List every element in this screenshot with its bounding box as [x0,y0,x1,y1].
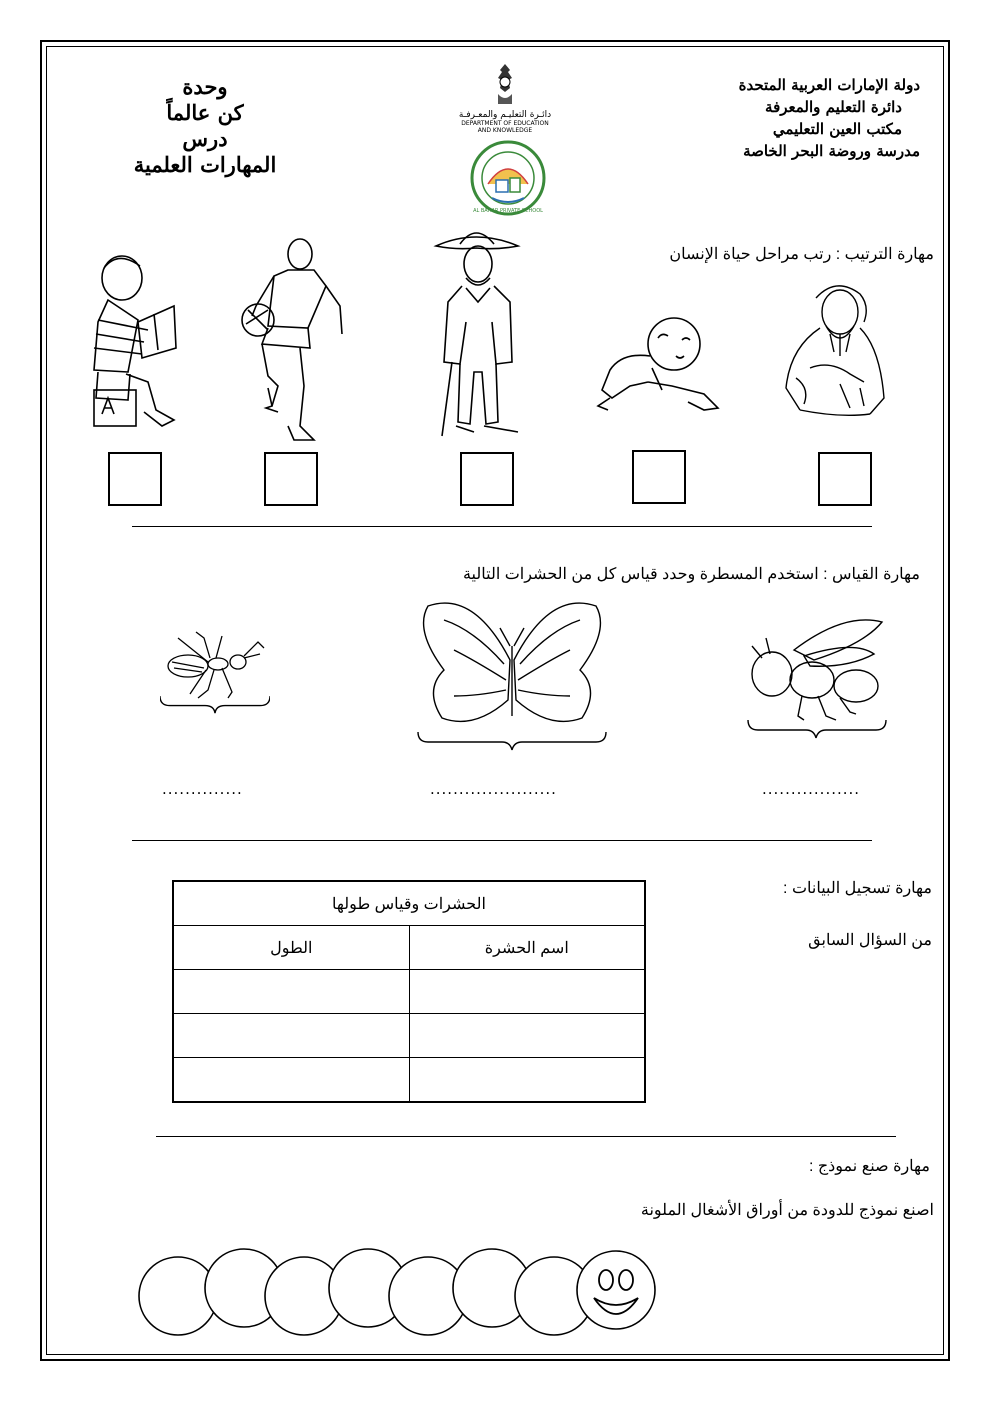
header-right-block [660,74,920,162]
ant-image [160,628,270,718]
table-cell[interactable] [173,1014,409,1058]
order-box-5[interactable] [818,452,872,506]
model-instruction: اصنع نموذج للدودة من أوراق الأشغال الملونة [640,1202,934,1219]
unit-label: وحدة [182,74,228,99]
data-recording-subprompt: من السؤال السابق [808,932,932,949]
table-cell[interactable] [409,1014,645,1058]
table-row [173,970,645,1014]
elderly-man-cane-image [426,222,528,440]
divider-line-2 [132,840,872,841]
school-logo-text: AL BAHAR PRIVATE SCHOOL [473,208,543,214]
butterfly-length-answer[interactable]: ...................... [430,780,557,798]
table-row [173,1014,645,1058]
ant-bracket [160,696,270,713]
table-row [173,1058,645,1103]
table-cell[interactable] [409,1058,645,1103]
school-logo [470,140,546,216]
header-left-block [100,74,310,178]
insect-length-table [172,880,646,1103]
logo-arabic-text: دائـرة التعليـم والمعـرفـة [458,110,552,120]
elderly-seated-image [780,278,892,418]
butterfly-bracket [418,732,606,750]
crawling-baby-image [592,310,724,414]
unit-title: كن عالماً [166,100,244,125]
caterpillar-head [577,1251,655,1329]
table-cell[interactable] [173,1058,409,1103]
lesson-title: المهارات العلمية [133,152,277,177]
column-header-length: الطول [173,926,409,970]
order-box-3[interactable] [460,452,514,506]
office-name: مكتب العين التعليمي [772,120,902,138]
measuring-prompt: مهارة القياس : استخدم المسطرة وحدد قياس كل من الحشرات التالية [462,566,920,583]
bee-image [744,610,892,750]
school-name: مدرسة وروضة البحر الخاصة [743,142,920,160]
child-reading-image [78,250,182,430]
column-header-insect-name: اسم الحشرة [409,926,645,970]
teen-with-ball-image [238,236,348,448]
falcon-emblem-icon [490,62,520,106]
table-cell[interactable] [409,970,645,1014]
country-name: دولة الإمارات العربية المتحدة [738,76,920,94]
bee-length-answer[interactable]: ................. [762,780,861,798]
order-box-1[interactable] [108,452,162,506]
department-logo [455,62,555,142]
divider-line-3 [156,1136,896,1137]
divider-line-1 [132,526,872,527]
lesson-label: درس [182,126,228,151]
logo-english-line1: DEPARTMENT OF EDUCATION [461,120,549,127]
ordering-prompt: مهارة الترتيب : رتب مراحل حياة الإنسان [669,246,934,263]
caterpillar-image [136,1240,660,1344]
department-name: دائرة التعليم والمعرفة [765,98,902,116]
order-box-4[interactable] [632,450,686,504]
butterfly-image [414,600,610,760]
bee-bracket [748,720,886,738]
logo-english-line2: AND KNOWLEDGE [477,127,533,134]
model-prompt: مهارة صنع نموذج : [808,1158,930,1175]
data-recording-prompt: مهارة تسجيل البيانات : [783,880,932,897]
table-title: الحشرات وقياس طولها [173,881,645,926]
ant-length-answer[interactable]: .............. [162,780,243,798]
table-cell[interactable] [173,970,409,1014]
order-box-2[interactable] [264,452,318,506]
